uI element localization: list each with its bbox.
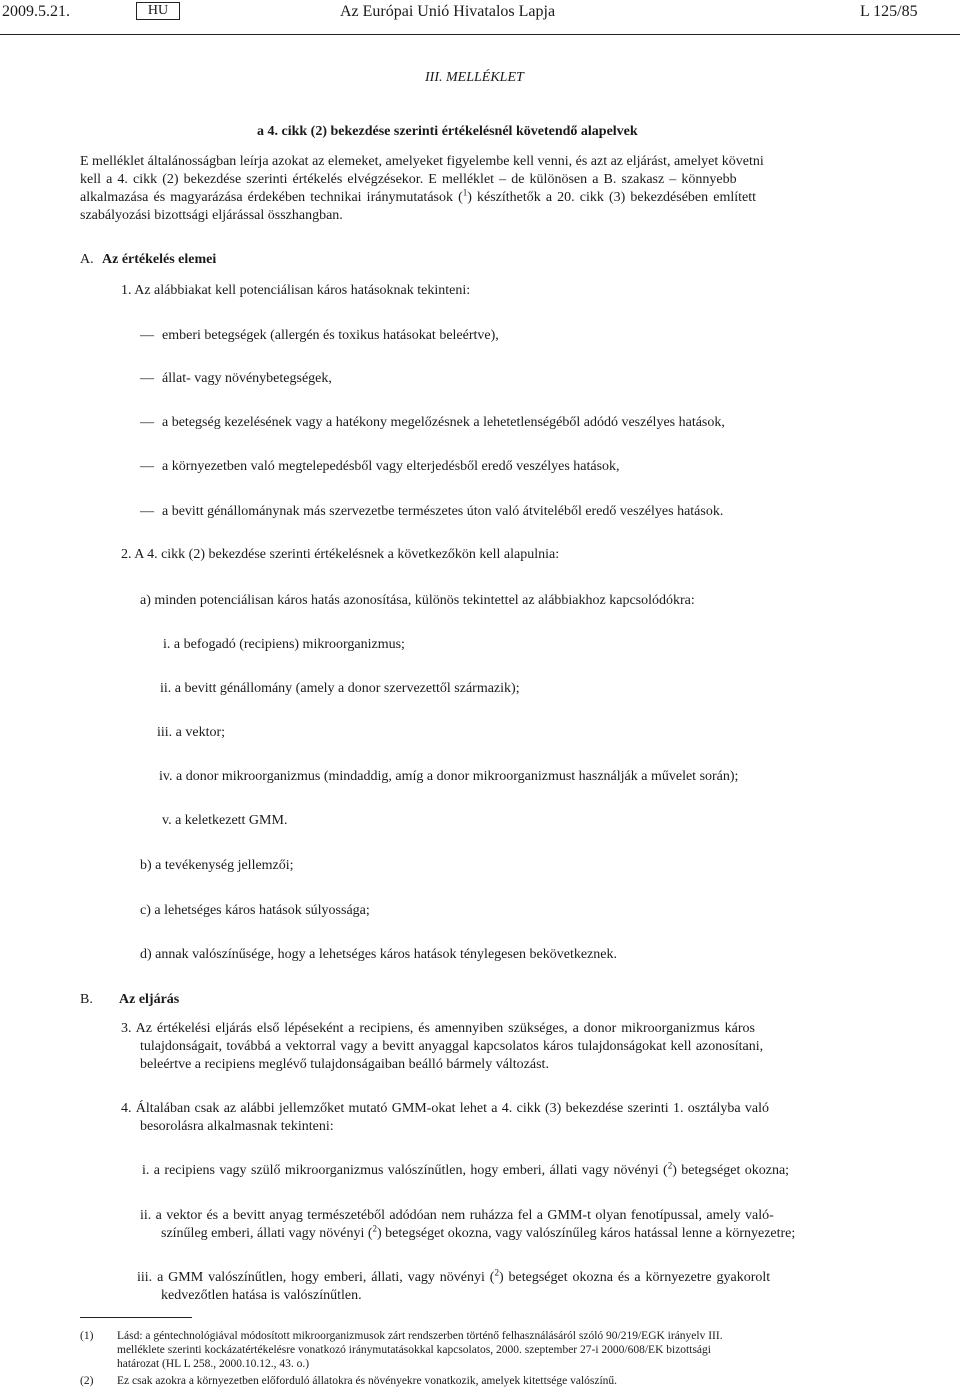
footnote-rule	[80, 1317, 192, 1318]
footnote-1-line-3: határozat (HL L 258., 2000.10.12., 43. o.)	[117, 1358, 310, 1370]
item-4-line-1: 4. Általában csak az alábbi jellemzőket mutató GMM-okat lehet a 4. cikk (3) bekezdése szerinti 1. osztályba való	[121, 1101, 770, 1116]
footnote-ref-1[interactable]: 1	[462, 187, 468, 198]
bullet-item-1: emberi betegségek (allergén és toxikus hatásokat beleértve),	[162, 328, 499, 343]
header-date: 2009.5.21.	[2, 3, 70, 20]
roman-item-iii: iii. a vektor;	[157, 725, 226, 740]
journal-title: Az Európai Unió Hivatalos Lapja	[340, 3, 556, 20]
dash-bullet-4: —	[140, 459, 154, 474]
roman-item-v: v. a keletkezett GMM.	[162, 813, 288, 828]
item-4-iii-line-1: iii. a GMM valószínűtlen, hogy emberi, állati, vagy növényi ($^2$) betegséget okozna és a környezetre gyakorolt	[137, 1267, 771, 1285]
roman-item-i: i. a befogadó (recipiens) mikroorganizmus;	[163, 637, 405, 652]
item-2-a: a) minden potenciálisan káros hatás azonosítása, különös tekintettel az alábbiakhoz kapcsolódókra:	[140, 593, 695, 608]
annex-title: III. MELLÉKLET	[425, 70, 524, 85]
header-rule	[0, 34, 960, 35]
item-4-line-2: besorolásra alkalmasnak tekinteni:	[140, 1119, 334, 1134]
footnote-1-line-2: melléklete szerinti kockázatértékelésre vonatkozó iránymutatásokkal kapcsolatos, 2000. szeptember 27-i 2000/608/EK bizottsági	[117, 1344, 711, 1356]
dash-bullet-3: —	[140, 415, 154, 430]
bullet-item-3: a betegség kezelésének vagy a hatékony megelőzésnek a lehetetlenségéből adódó veszélyes hatások,	[162, 415, 725, 430]
item-1-text: 1. Az alábbiakat kell potenciálisan káros hatásoknak tekinteni:	[121, 283, 471, 298]
section-b-title: Az eljárás	[119, 992, 180, 1007]
footnote-1-line-1: Lásd: a géntechnológiával módosított mikroorganizmusok zárt rendszerben történő felhasználásáról szóló 90/219/EGK irányelv III.	[117, 1330, 723, 1342]
item-4-ii-line-2: színűleg emberi, állati vagy növényi ($^2$) betegséget okozna, vagy valószínűleg káros hatással lenne a környezetre;	[161, 1223, 796, 1241]
section-a-letter: A.	[80, 252, 94, 267]
annex-subtitle: a 4. cikk (2) bekezdése szerinti értékelésnél követendő alapelvek	[257, 124, 638, 139]
item-2-d: d) annak valószínűsége, hogy a lehetséges káros hatások ténylegesen bekövetkeznek.	[140, 947, 617, 962]
intro-line-1: E melléklet általánosságban leírja azokat az elemeket, amelyeket figyelembe kell venni, és azt az eljárást, amelyet követni	[80, 154, 764, 169]
language-badge: HU	[136, 2, 180, 20]
intro-line-4: szabályozási bizottsági eljárással összhangban.	[80, 208, 343, 223]
footnote-2-mark: (2)	[80, 1375, 94, 1387]
item-3-line-3: beleértve a recipiens meglévő tulajdonságaiban beálló bármely változást.	[140, 1057, 549, 1072]
item-3-line-2: tulajdonságait, továbbá a vektorral vagy a bevitt anyaggal kapcsolatos káros tulajdonságokat kell azonosítani,	[140, 1039, 764, 1054]
section-a-title: Az értékelés elemei	[102, 252, 217, 267]
footnote-1-mark: (1)	[80, 1330, 94, 1342]
bullet-item-5: a bevitt génállománynak más szervezetbe természetes úton való átviteléből eredő veszélyes hatások.	[162, 504, 724, 519]
footnote-ref-2[interactable]: 2	[494, 1267, 499, 1278]
bullet-item-4: a környezetben való megtelepedésből vagy elterjedésből eredő veszélyes hatások,	[162, 459, 620, 474]
roman-item-ii: ii. a bevitt génállomány (amely a donor szervezettől származik);	[160, 681, 520, 696]
bullet-item-2: állat- vagy növénybetegségek,	[162, 371, 332, 386]
item-4-ii-line-1: ii. a vektor és a bevitt anyag természetéből adódóan nem ruházza fel a GMM-t olyan fenotípussal, amely való-	[140, 1208, 774, 1223]
dash-bullet-2: —	[140, 371, 154, 386]
item-4-iii-line-2: kedvezőtlen hatása is valószínűtlen.	[161, 1288, 362, 1303]
footnote-2-line-1: Ez csak azokra a környezetben előforduló állatokra és növényekre vonatkozik, amelyek kitettsége valószínű.	[117, 1375, 618, 1387]
section-b-letter: B.	[80, 992, 93, 1007]
item-4-i: i. a recipiens vagy szülő mikroorganizmus valószínűtlen, hogy emberi, állati vagy növényi ($^2$) betegséget okozna;	[142, 1160, 790, 1178]
item-2-c: c) a lehetséges káros hatások súlyossága;	[140, 903, 370, 918]
intro-line-2: kell a 4. cikk (2) bekezdése szerinti értékelés elvégzésekor. E melléklet – de különösen a B. szakasz – könnyebb	[80, 172, 737, 187]
intro-line-3: alkalmazása és magyarázása érdekében technikai iránymutatások ($^1$) készíthetők a 20. cikk (3) bekezdésében említett	[80, 187, 757, 205]
item-2-b: b) a tevékenység jellemzői;	[140, 858, 294, 873]
dash-bullet-1: —	[140, 328, 154, 343]
dash-bullet-5: —	[140, 504, 154, 519]
footnote-ref-2[interactable]: 2	[372, 1223, 377, 1234]
roman-item-iv: iv. a donor mikroorganizmus (mindaddig, amíg a donor mikroorganizmust használják a művelet során);	[159, 769, 739, 784]
item-2-text: 2. A 4. cikk (2) bekezdése szerinti értékelésnek a következőkön kell alapulnia:	[121, 547, 560, 562]
page-reference: L 125/85	[860, 3, 918, 20]
item-3-line-1: 3. Az értékelési eljárás első lépéseként a recipiens, és amennyiben szükséges, a donor mikroorganizmus káros	[121, 1021, 755, 1036]
footnote-ref-2[interactable]: 2	[667, 1160, 673, 1171]
